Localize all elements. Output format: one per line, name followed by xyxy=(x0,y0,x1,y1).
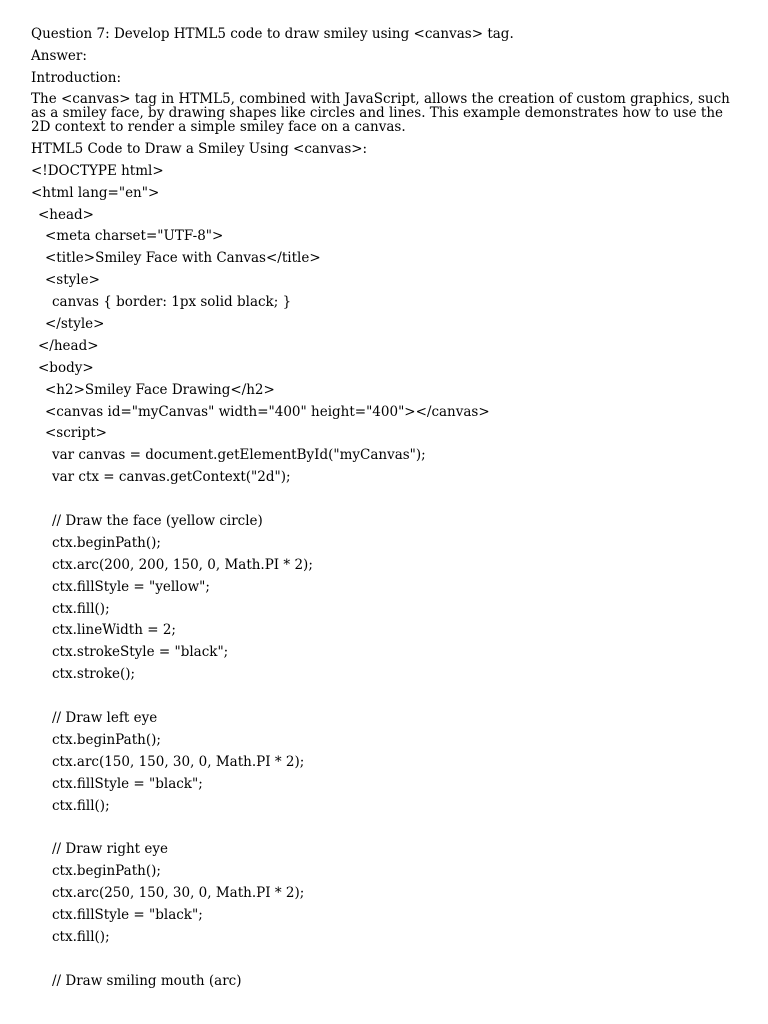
answer-label: Answer: xyxy=(31,47,87,64)
code-line: <title>Smiley Face with Canvas</title> xyxy=(45,250,321,267)
code-comment: // Draw smiling mouth (arc) xyxy=(52,972,242,989)
intro-paragraph: The <canvas> tag in HTML5, combined with JavaScript, allows the creation of custom graphics, such as a smiley face, by drawing shapes like circles and lines. This example demonstrates how to use the 2D context to render a simple smiley face on a canvas. xyxy=(31,90,730,136)
code-line: <body> xyxy=(38,359,94,376)
document-page xyxy=(31,26,743,995)
code-line: ctx.fill(); xyxy=(52,600,110,617)
code-block xyxy=(31,163,743,990)
code-line: var ctx = canvas.getContext("2d"); xyxy=(52,469,291,486)
code-line: ctx.fill(); xyxy=(52,928,110,945)
code-line: ctx.arc(150, 150, 30, 0, Math.PI * 2); xyxy=(52,753,305,770)
code-line: ctx.fillStyle = "black"; xyxy=(52,775,203,792)
code-line: <style> xyxy=(45,272,100,289)
code-line: </style> xyxy=(45,316,105,333)
code-comment: // Draw the face (yellow circle) xyxy=(52,513,263,530)
code-line: var canvas = document.getElementById("myCanvas"); xyxy=(52,447,426,464)
code-line: <h2>Smiley Face Drawing</h2> xyxy=(45,381,275,398)
code-line: <canvas id="myCanvas" width="400" height="400"></canvas> xyxy=(45,403,490,420)
code-line: ctx.strokeStyle = "black"; xyxy=(52,644,229,661)
code-line: <!DOCTYPE html> xyxy=(31,162,164,179)
code-comment: // Draw left eye xyxy=(52,710,158,727)
code-line: ctx.arc(250, 150, 30, 0, Math.PI * 2); xyxy=(52,885,305,902)
code-heading: HTML5 Code to Draw a Smiley Using <canvas>: xyxy=(31,140,368,157)
code-line: ctx.stroke(); xyxy=(52,666,136,683)
intro-heading: Introduction: xyxy=(31,69,122,86)
blank-line xyxy=(31,491,743,513)
code-line: <html lang="en"> xyxy=(31,184,160,201)
code-line: <meta charset="UTF-8"> xyxy=(45,228,224,245)
code-line: ctx.lineWidth = 2; xyxy=(52,622,176,639)
blank-line xyxy=(31,688,743,710)
code-line: ctx.beginPath(); xyxy=(52,731,161,748)
code-line: ctx.fill(); xyxy=(52,797,110,814)
code-line: <script> xyxy=(45,425,107,442)
code-line: <head> xyxy=(38,206,94,223)
code-line: canvas { border: 1px solid black; } xyxy=(52,294,292,311)
code-line: ctx.fillStyle = "yellow"; xyxy=(52,578,210,595)
code-comment: // Draw right eye xyxy=(52,841,168,858)
question-heading: Question 7: Develop HTML5 code to draw smiley using <canvas> tag. xyxy=(31,26,514,42)
code-line: ctx.arc(200, 200, 150, 0, Math.PI * 2); xyxy=(52,556,313,573)
code-line: ctx.beginPath(); xyxy=(52,534,161,551)
code-line: </head> xyxy=(38,337,99,354)
code-line: ctx.fillStyle = "black"; xyxy=(52,907,203,924)
blank-line xyxy=(31,951,743,973)
blank-line xyxy=(31,820,743,842)
code-line: ctx.beginPath(); xyxy=(52,863,161,880)
